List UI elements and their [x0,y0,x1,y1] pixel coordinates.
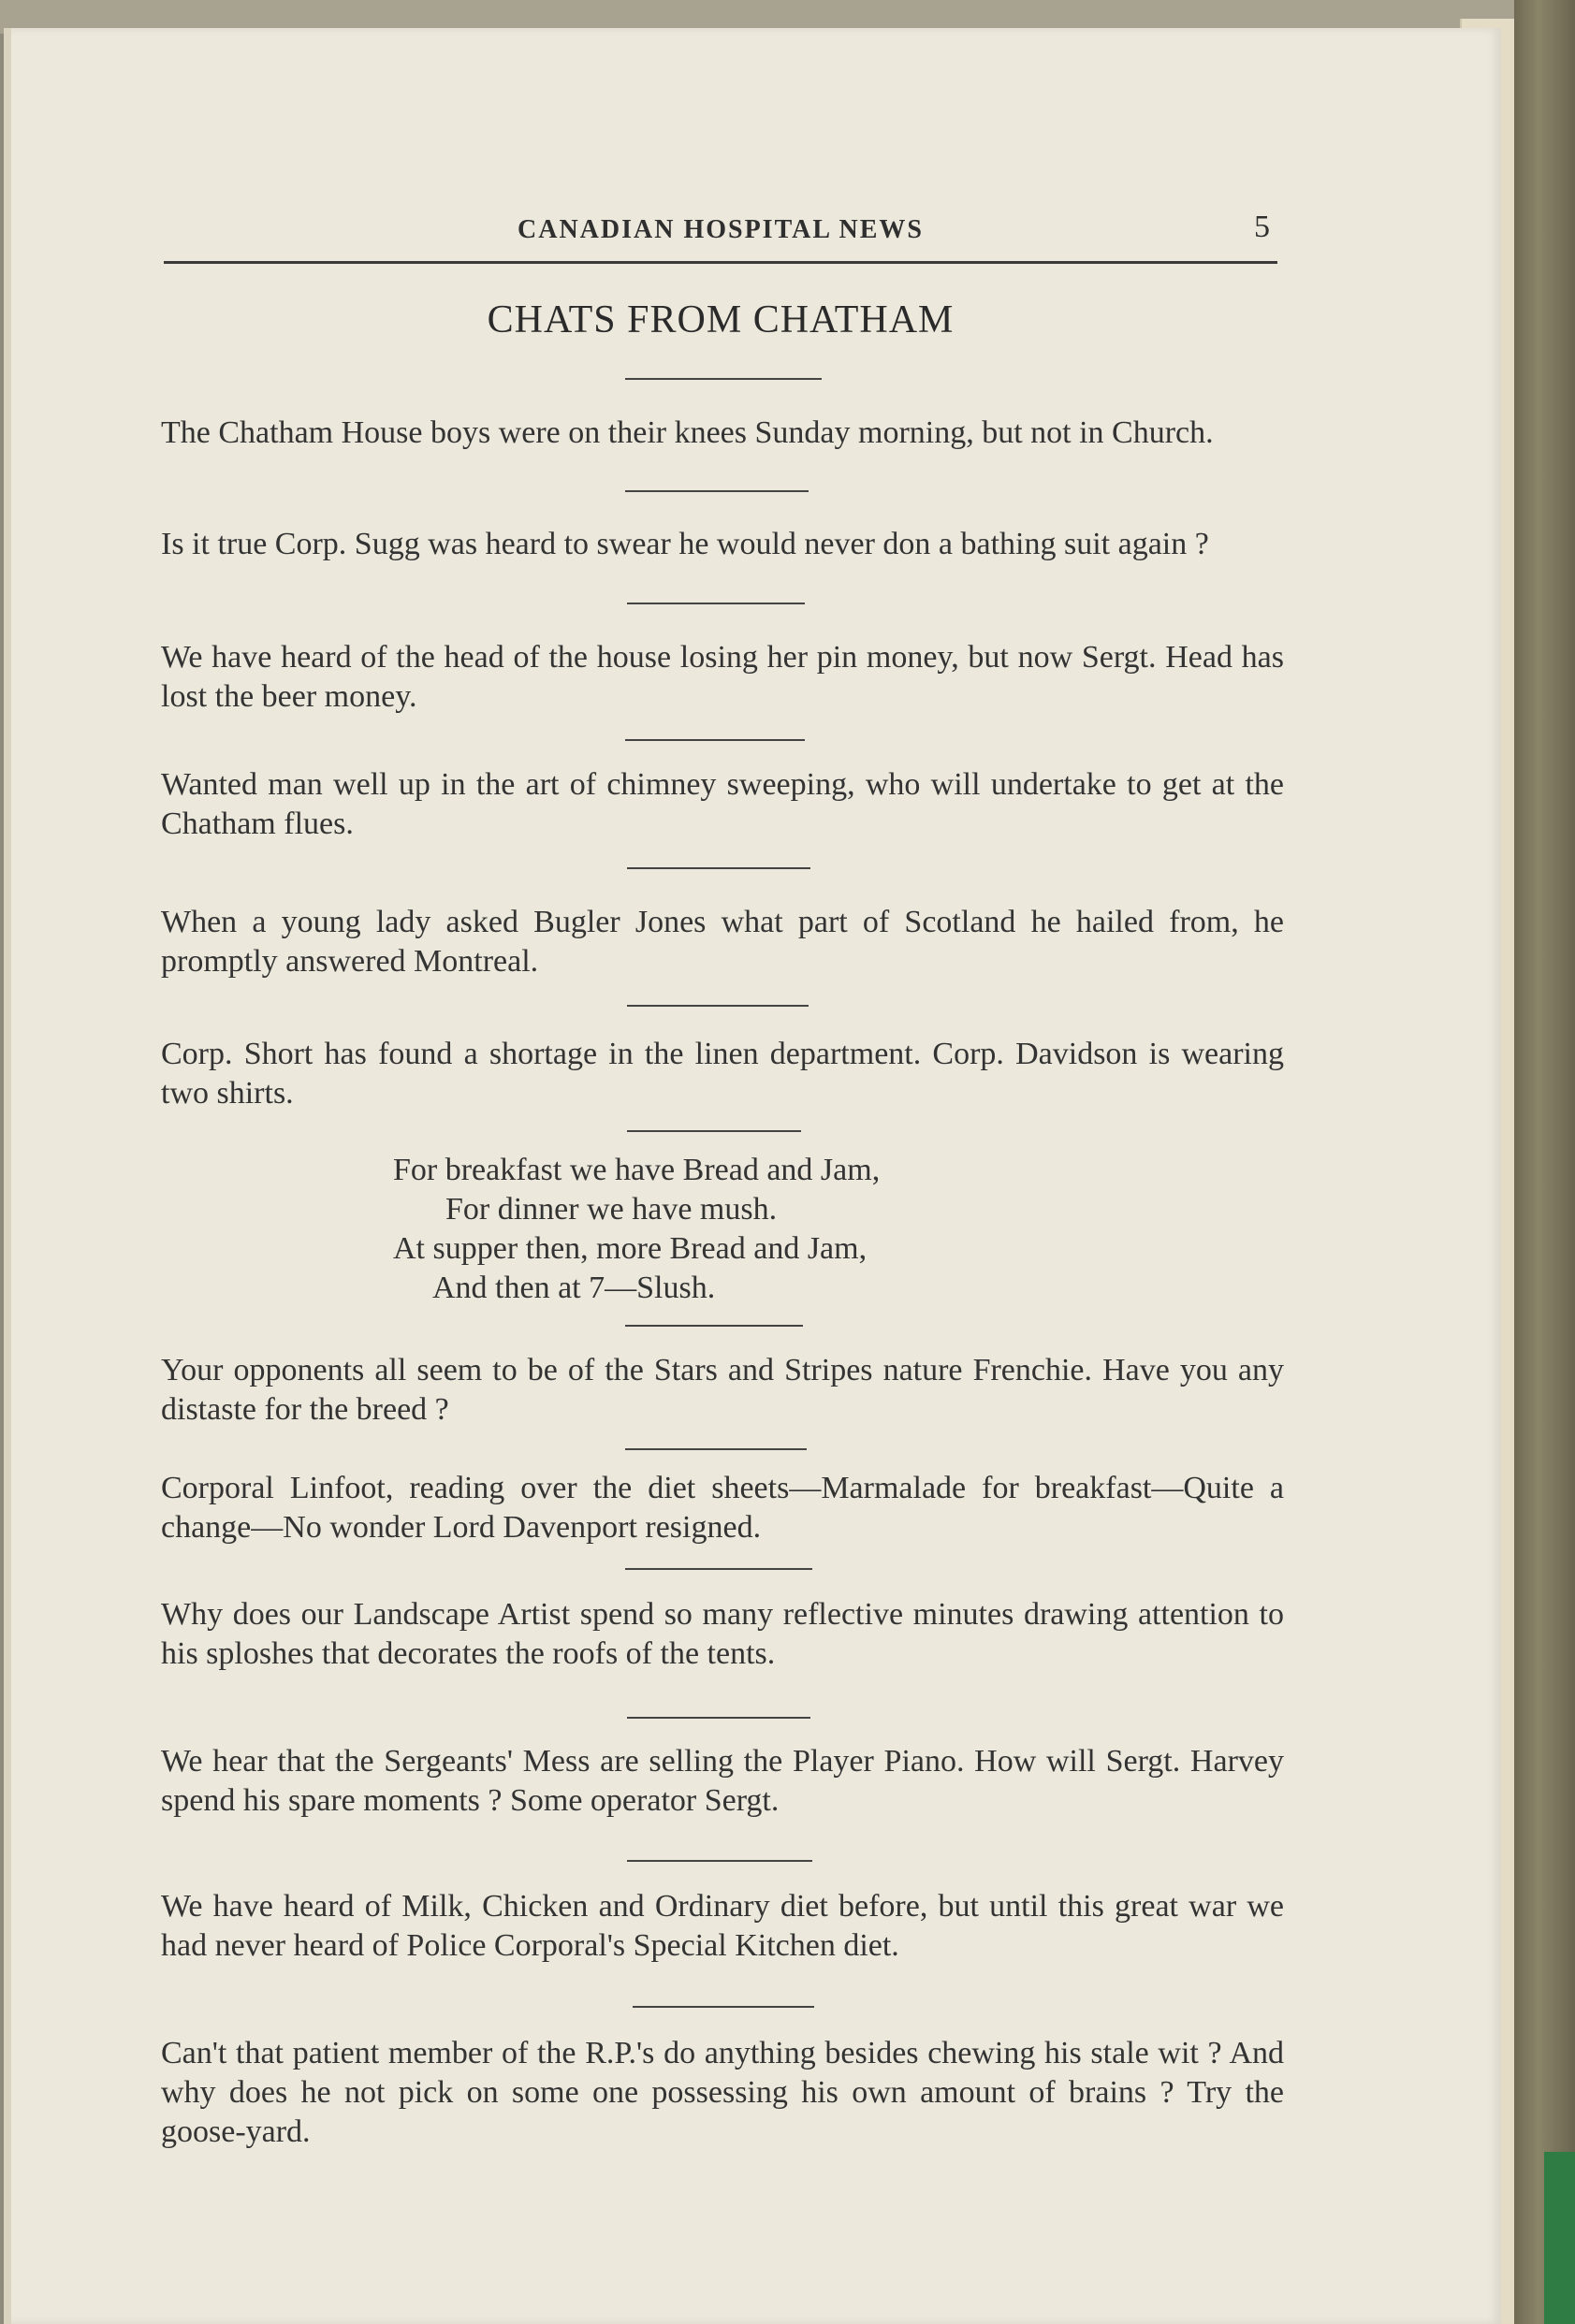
separator-rule [633,2006,814,2008]
header-rule [164,261,1277,264]
separator-rule [627,867,810,869]
paragraph: We hear that the Sergeants' Mess are selling the Player Piano. How will Sergt. Harvey spend his spare moments ? Some operator Sergt. [161,1744,1284,1818]
separator-rule [625,378,822,380]
running-header [164,210,1277,262]
separator-rule [627,1717,810,1719]
paragraph: Can't that patient member of the R.P.'s do anything besides chewing his stale wit ? And why does he not pick on some one possessing his own amount of brains ? Try the goose-yard. [161,2036,1284,2149]
separator-rule [627,603,805,604]
separator-rule [627,1860,812,1862]
paragraph: Wanted man well up in the art of chimney sweeping, who will undertake to get at the Chatham flues. [161,767,1284,841]
paragraph: We have heard of Milk, Chicken and Ordinary diet before, but until this great war we had never heard of Police Corporal's Special Kitchen diet. [161,1889,1284,1963]
paragraph: When a young lady asked Bugler Jones what part of Scotland he hailed from, he promptly answered Montreal. [161,905,1284,979]
page-number: 5 [1254,210,1270,244]
separator-rule [625,1325,803,1327]
poem [393,1151,1142,1308]
paragraph: Why does our Landscape Artist spend so many reflective minutes drawing attention to his sploshes that decorates the roofs of the tents. [161,1597,1284,1671]
running-head-title: CANADIAN HOSPITAL NEWS [518,215,924,244]
paragraph: Corp. Short has found a shortage in the linen department. Corp. Davidson is wearing two shirts. [161,1037,1284,1111]
paragraph: Your opponents all seem to be of the Stars and Stripes nature Frenchie. Have you any distaste for the breed ? [161,1353,1284,1427]
article-title: CHATS FROM CHATHAM [487,298,955,341]
poem-line: For dinner we have mush. [445,1192,778,1227]
separator-rule [625,739,805,741]
green-tab [1544,2152,1575,2324]
poem-line: For breakfast we have Bread and Jam, [393,1153,881,1187]
paragraph: The Chatham House boys were on their knees Sunday morning, but not in Church. [161,415,1214,450]
separator-rule [627,1130,801,1132]
booklet-spine [1514,0,1575,2324]
page-left-edge [4,28,11,2324]
separator-rule [625,1568,812,1570]
paragraph: Corporal Linfoot, reading over the diet sheets—Marmalade for breakfast—Quite a change—No wonder Lord Davenport resigned. [161,1471,1284,1545]
separator-rule [625,1448,807,1450]
paragraph: Is it true Corp. Sugg was heard to swear he would never don a bathing suit again ? [161,527,1209,561]
separator-rule [625,490,809,492]
poem-line: At supper then, more Bread and Jam, [393,1231,868,1266]
poem-line: And then at 7—Slush. [432,1271,716,1305]
paragraph: We have heard of the head of the house losing her pin money, but now Sergt. Head has lost the beer money. [161,640,1284,714]
separator-rule [627,1005,809,1007]
